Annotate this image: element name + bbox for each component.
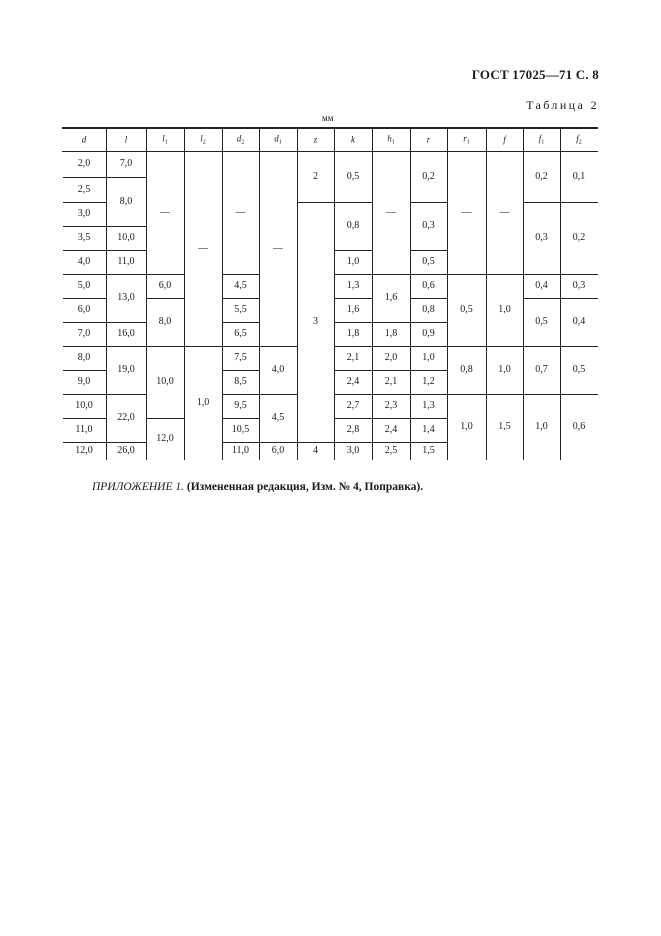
cell-h1: 2,0 bbox=[384, 352, 398, 363]
cell-z: 4 bbox=[313, 445, 318, 456]
cell-d: 9,0 bbox=[77, 376, 91, 387]
cell-f2: 0,2 bbox=[572, 232, 586, 243]
cell-f1: 0,4 bbox=[535, 280, 548, 291]
cell-d: 2,0 bbox=[77, 158, 91, 169]
row-divider bbox=[107, 394, 146, 395]
cell-k: 1,0 bbox=[346, 256, 360, 267]
column-divider bbox=[486, 129, 487, 460]
cell-d1: 6,0 bbox=[271, 445, 285, 456]
cell-f: 1,0 bbox=[498, 364, 511, 375]
cell-l1: — bbox=[160, 206, 170, 218]
row-divider bbox=[373, 346, 410, 347]
cell-f1: 0,5 bbox=[535, 316, 548, 327]
cell-f2: 0,6 bbox=[572, 421, 586, 432]
column-divider bbox=[372, 129, 373, 460]
column-divider bbox=[297, 129, 298, 460]
cell-d: 11,0 bbox=[75, 424, 93, 435]
cell-k: 1,3 bbox=[346, 280, 360, 291]
row-divider bbox=[63, 202, 106, 203]
header-l2: $l_2$ bbox=[200, 133, 206, 146]
row-divider bbox=[373, 322, 410, 323]
row-divider bbox=[107, 322, 146, 323]
cell-d2: 6,5 bbox=[234, 328, 247, 339]
row-divider bbox=[524, 274, 560, 275]
row-divider bbox=[561, 202, 598, 203]
row-divider bbox=[487, 274, 523, 275]
row-divider bbox=[561, 394, 598, 395]
cell-l: 26,0 bbox=[117, 445, 135, 456]
cell-r: 1,0 bbox=[422, 352, 435, 363]
cell-l: 13,0 bbox=[117, 292, 135, 303]
cell-r: 1,2 bbox=[422, 376, 435, 387]
cell-r: 0,3 bbox=[422, 220, 435, 231]
cell-f2: 0,5 bbox=[572, 364, 586, 375]
cell-d2: 4,5 bbox=[234, 280, 247, 291]
row-divider bbox=[223, 346, 259, 347]
row-divider bbox=[335, 274, 372, 275]
cell-d: 5,0 bbox=[77, 280, 91, 291]
row-divider bbox=[561, 346, 598, 347]
cell-d: 8,0 bbox=[77, 352, 91, 363]
row-divider bbox=[147, 274, 184, 275]
row-divider bbox=[185, 346, 222, 347]
header-z: z bbox=[313, 134, 318, 145]
cell-d1: — bbox=[273, 242, 283, 254]
cell-r: 0,8 bbox=[422, 304, 435, 315]
row-divider bbox=[260, 394, 297, 395]
header-f: f bbox=[503, 134, 506, 145]
column-divider bbox=[560, 129, 561, 460]
header-f1: $f_1$ bbox=[538, 133, 545, 146]
cell-r: 0,2 bbox=[422, 170, 435, 182]
header-r: r bbox=[426, 134, 431, 145]
row-divider bbox=[223, 418, 259, 419]
cell-d: 2,5 bbox=[77, 183, 91, 195]
column-divider bbox=[222, 129, 223, 460]
cell-r1: — bbox=[461, 206, 472, 218]
row-divider bbox=[411, 298, 447, 299]
cell-z: 3 bbox=[313, 316, 318, 327]
header-d: d bbox=[81, 134, 87, 145]
column-divider bbox=[259, 129, 260, 460]
cell-d: 6,0 bbox=[77, 304, 91, 315]
row-divider bbox=[147, 346, 184, 347]
cell-f1: 0,2 bbox=[535, 170, 548, 182]
column-divider bbox=[410, 129, 411, 460]
cell-f1: 0,3 bbox=[535, 232, 548, 243]
row-divider bbox=[411, 418, 447, 419]
header-f2: $f_2$ bbox=[576, 133, 582, 146]
table-number: Таблица 2 bbox=[526, 98, 599, 112]
row-divider bbox=[448, 346, 486, 347]
cell-l1: 8,0 bbox=[158, 316, 172, 327]
cell-r1: 0,8 bbox=[460, 364, 473, 375]
row-divider bbox=[63, 418, 106, 419]
cell-k: 1,6 bbox=[346, 304, 360, 315]
cell-d2: 9,5 bbox=[234, 400, 247, 411]
cell-l1: 6,0 bbox=[158, 280, 172, 291]
cell-l2: 1,0 bbox=[196, 397, 210, 408]
cell-k: 2,7 bbox=[346, 400, 360, 411]
appendix-note-title: ПРИЛОЖЕНИЕ 1. bbox=[92, 481, 184, 493]
cell-l: 19,0 bbox=[117, 364, 135, 375]
cell-r: 0,6 bbox=[422, 280, 435, 291]
row-divider bbox=[63, 394, 106, 395]
cell-l2: — bbox=[198, 242, 208, 254]
row-divider bbox=[561, 298, 598, 299]
row-divider bbox=[223, 298, 259, 299]
header-h1: $h_1$ bbox=[387, 133, 395, 146]
row-divider bbox=[63, 442, 106, 443]
row-divider bbox=[223, 370, 259, 371]
cell-d2: — bbox=[235, 206, 246, 218]
cell-l: 16,0 bbox=[117, 328, 135, 339]
cell-h1: 2,4 bbox=[384, 424, 398, 435]
cell-l: 8,0 bbox=[119, 195, 133, 207]
cell-f2: 0,4 bbox=[572, 316, 586, 327]
cell-r: 1,5 bbox=[422, 445, 435, 456]
row-divider bbox=[223, 442, 259, 443]
appendix-note-revision: (Измененная редакция, Изм. № 4, Поправка). bbox=[186, 481, 424, 493]
row-divider bbox=[335, 418, 372, 419]
row-divider bbox=[107, 226, 146, 227]
row-divider bbox=[448, 274, 486, 275]
table-header-rule bbox=[62, 151, 598, 152]
row-divider bbox=[373, 274, 410, 275]
document-header: ГОСТ 17025—71 С. 8 bbox=[471, 67, 599, 82]
row-divider bbox=[63, 177, 106, 178]
row-divider bbox=[147, 298, 184, 299]
row-divider bbox=[63, 370, 106, 371]
row-divider bbox=[260, 346, 297, 347]
row-divider bbox=[411, 370, 447, 371]
header-l: l bbox=[124, 134, 128, 145]
row-divider bbox=[63, 226, 106, 227]
column-divider bbox=[523, 129, 524, 460]
row-divider bbox=[411, 274, 447, 275]
table-top-rule bbox=[62, 127, 598, 129]
column-divider bbox=[184, 129, 185, 460]
row-divider bbox=[63, 274, 106, 275]
row-divider bbox=[411, 322, 447, 323]
row-divider bbox=[107, 177, 146, 178]
cell-d: 7,0 bbox=[77, 328, 91, 339]
row-divider bbox=[335, 250, 372, 251]
cell-l: 10,0 bbox=[117, 232, 135, 243]
cell-d: 4,0 bbox=[77, 256, 91, 267]
cell-d: 10,0 bbox=[75, 400, 93, 411]
row-divider bbox=[411, 250, 447, 251]
row-divider bbox=[147, 418, 184, 419]
cell-k: 3,0 bbox=[346, 445, 360, 456]
column-divider bbox=[447, 129, 448, 460]
cell-d2: 5,5 bbox=[234, 304, 247, 315]
row-divider bbox=[411, 346, 447, 347]
row-divider bbox=[335, 442, 372, 443]
cell-k: 2,1 bbox=[346, 352, 360, 363]
cell-d2: 7,5 bbox=[234, 352, 247, 363]
row-divider bbox=[63, 322, 106, 323]
cell-l: 11,0 bbox=[117, 256, 135, 267]
cell-d1: 4,0 bbox=[271, 364, 285, 375]
cell-r: 1,4 bbox=[422, 424, 435, 435]
row-divider bbox=[524, 394, 560, 395]
header-k: k bbox=[351, 134, 355, 145]
row-divider bbox=[107, 274, 146, 275]
column-divider bbox=[334, 129, 335, 460]
row-divider bbox=[298, 442, 334, 443]
row-divider bbox=[524, 346, 560, 347]
row-divider bbox=[411, 394, 447, 395]
cell-h1: 2,1 bbox=[384, 376, 398, 387]
row-divider bbox=[487, 394, 523, 395]
cell-d1: 4,5 bbox=[271, 412, 285, 423]
cell-f1: 1,0 bbox=[535, 421, 548, 432]
cell-f: 1,0 bbox=[498, 304, 511, 315]
cell-d: 12,0 bbox=[75, 445, 93, 456]
cell-f2: 0,3 bbox=[572, 280, 586, 291]
header-l1: $l_1$ bbox=[162, 133, 168, 146]
cell-k: 1,8 bbox=[346, 328, 360, 339]
cell-k: 2,4 bbox=[346, 376, 360, 387]
cell-l1: 12,0 bbox=[156, 433, 174, 444]
row-divider bbox=[63, 298, 106, 299]
cell-l: 22,0 bbox=[117, 412, 135, 423]
cell-d: 3,0 bbox=[77, 208, 91, 219]
column-divider bbox=[146, 129, 147, 460]
cell-z: 2 bbox=[313, 170, 318, 182]
cell-d2: 10,5 bbox=[231, 424, 250, 435]
row-divider bbox=[223, 322, 259, 323]
row-divider bbox=[487, 346, 523, 347]
row-divider bbox=[107, 442, 146, 443]
cell-r1: 0,5 bbox=[460, 304, 473, 315]
row-divider bbox=[63, 250, 106, 251]
row-divider bbox=[335, 394, 372, 395]
row-divider bbox=[373, 418, 410, 419]
row-divider bbox=[335, 202, 372, 203]
cell-h1: 2,3 bbox=[384, 400, 398, 411]
row-divider bbox=[524, 298, 560, 299]
row-divider bbox=[63, 346, 106, 347]
row-divider bbox=[411, 442, 447, 443]
row-divider bbox=[373, 442, 410, 443]
row-divider bbox=[561, 274, 598, 275]
cell-k: 0,5 bbox=[346, 170, 360, 182]
cell-h1: 2,5 bbox=[384, 445, 398, 456]
header-d2: $d_2$ bbox=[236, 133, 245, 146]
row-divider bbox=[335, 322, 372, 323]
unit-label: мм bbox=[322, 113, 334, 123]
row-divider bbox=[223, 274, 259, 275]
cell-f2: 0,1 bbox=[572, 170, 586, 182]
cell-h1: 1,6 bbox=[384, 292, 398, 303]
row-divider bbox=[298, 202, 334, 203]
header-d1: $d_1$ bbox=[274, 133, 282, 146]
row-divider bbox=[448, 394, 486, 395]
row-divider bbox=[373, 370, 410, 371]
row-divider bbox=[335, 346, 372, 347]
column-divider bbox=[106, 129, 107, 460]
cell-l: 7,0 bbox=[119, 158, 133, 169]
cell-k: 0,8 bbox=[346, 220, 360, 231]
cell-r: 1,3 bbox=[422, 400, 435, 411]
row-divider bbox=[411, 202, 447, 203]
row-divider bbox=[107, 346, 146, 347]
cell-h1: 1,8 bbox=[384, 328, 398, 339]
cell-k: 2,8 bbox=[346, 424, 360, 435]
cell-d2: 8,5 bbox=[234, 376, 247, 387]
appendix-note bbox=[92, 481, 423, 493]
cell-r: 0,5 bbox=[422, 256, 435, 267]
cell-d: 3,5 bbox=[77, 232, 91, 243]
row-divider bbox=[260, 442, 297, 443]
cell-f1: 0,7 bbox=[535, 364, 548, 375]
row-divider bbox=[223, 394, 259, 395]
row-divider bbox=[373, 394, 410, 395]
cell-f: — bbox=[499, 206, 510, 218]
row-divider bbox=[335, 298, 372, 299]
row-divider bbox=[107, 250, 146, 251]
cell-h1: — bbox=[386, 206, 396, 218]
cell-l1: 10,0 bbox=[156, 376, 174, 387]
cell-d2: 11,0 bbox=[231, 445, 250, 456]
cell-r1: 1,0 bbox=[460, 421, 473, 432]
row-divider bbox=[335, 370, 372, 371]
row-divider bbox=[524, 202, 560, 203]
cell-f: 1,5 bbox=[498, 421, 511, 432]
cell-r: 0,9 bbox=[422, 328, 435, 339]
header-r1: $r_1$ bbox=[463, 133, 470, 146]
